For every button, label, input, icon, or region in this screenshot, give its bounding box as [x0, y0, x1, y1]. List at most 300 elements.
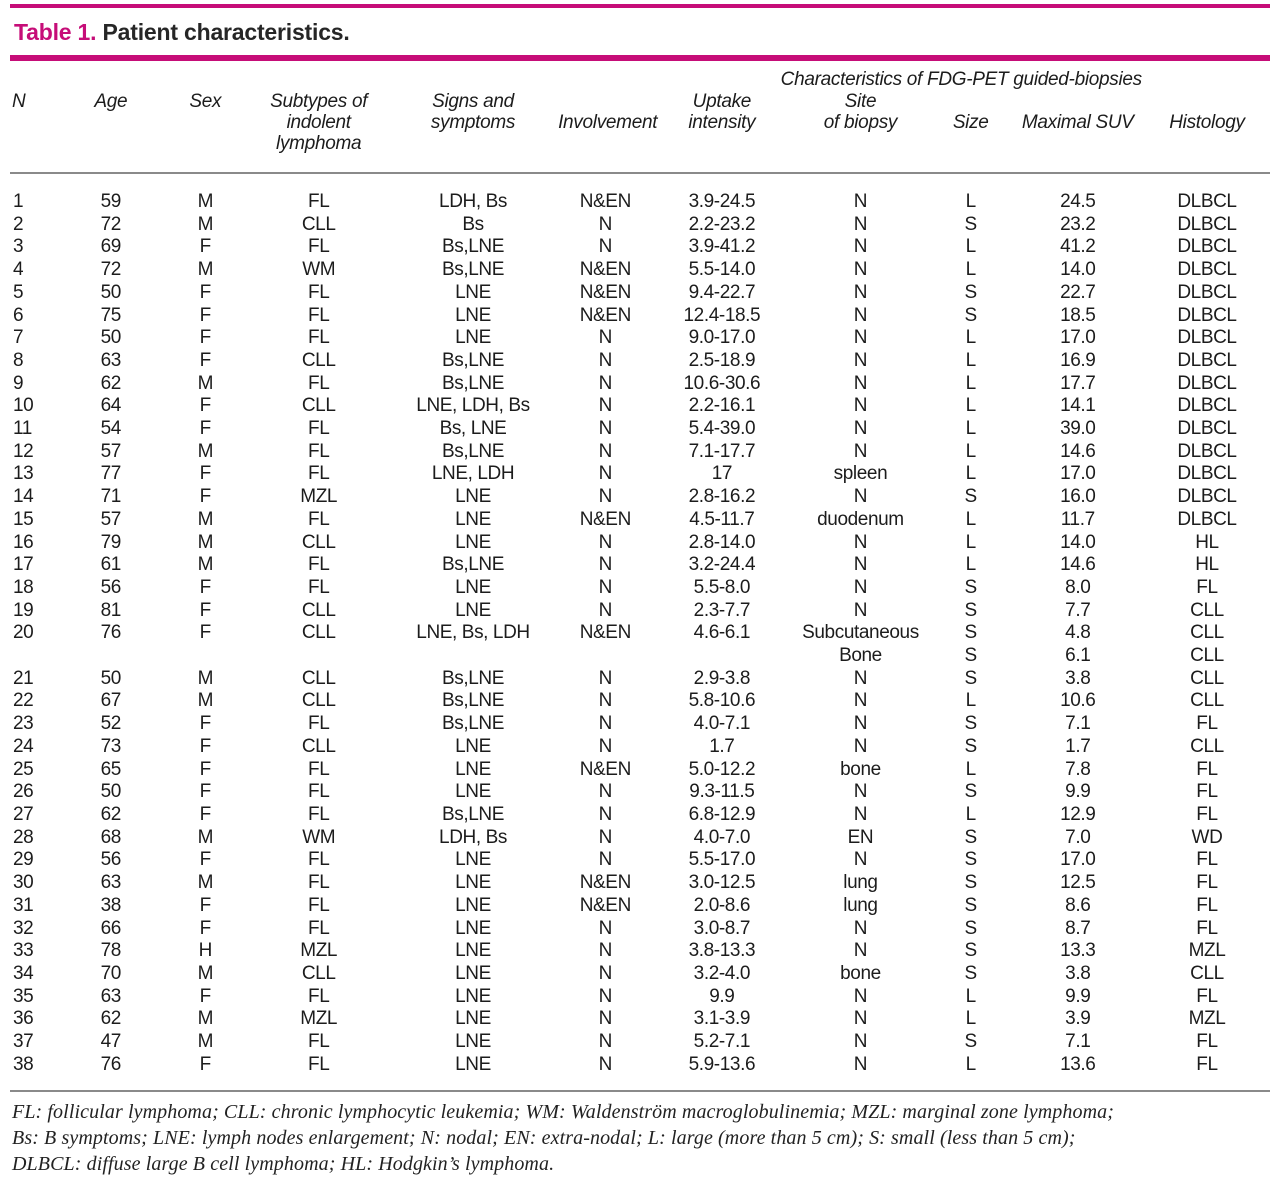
- cell-histology: CLL: [1190, 690, 1224, 712]
- cell-size: L: [965, 554, 976, 576]
- cell-signs: LNE: [455, 1053, 491, 1075]
- cell-size: S: [964, 940, 977, 962]
- cell-site: N: [853, 213, 868, 235]
- table-row: [10, 1031, 1270, 1054]
- cell-sex: M: [197, 508, 213, 530]
- cell-involvement: [558, 645, 653, 668]
- cell-site: N: [853, 985, 868, 1007]
- cell-uptake: 5.0-12.2: [688, 758, 756, 780]
- cell-n: 34: [13, 962, 34, 984]
- cell-suv: 9.9: [1065, 985, 1091, 1007]
- cell-involvement: N: [598, 917, 612, 939]
- cell-n: 11: [13, 418, 32, 440]
- cell-suv: 39.0: [1060, 418, 1096, 440]
- cell-n: 17: [13, 554, 34, 576]
- cell-subtype: CLL: [301, 962, 336, 984]
- table-row: [10, 236, 1270, 259]
- cell-site: N: [853, 781, 868, 803]
- table-title: [10, 8, 1270, 55]
- cell-sex: M: [197, 213, 213, 235]
- cell-n: 8: [13, 349, 24, 371]
- cell-signs: LNE: [455, 327, 491, 349]
- column-header-signs: Signs and symptoms: [388, 91, 558, 173]
- cell-age: 56: [100, 576, 121, 598]
- cell-involvement: N&EN: [579, 191, 631, 212]
- cell-uptake: [653, 645, 792, 668]
- cell-sex: M: [197, 690, 213, 712]
- cell-age: 78: [100, 940, 121, 962]
- table-row: [10, 690, 1270, 713]
- table-row: [10, 622, 1270, 645]
- cell-subtype: FL: [307, 418, 330, 440]
- cell-subtype: FL: [307, 985, 330, 1007]
- cell-suv: 17.0: [1060, 849, 1096, 871]
- cell-uptake: 5.9-13.6: [688, 1053, 756, 1075]
- cell-n: [10, 645, 60, 668]
- cell-histology: DLBCL: [1177, 418, 1237, 440]
- cell-signs: LNE: [455, 599, 491, 621]
- column-header-age: Age: [60, 91, 161, 173]
- cell-size: S: [964, 645, 977, 667]
- cell-sex: H: [198, 940, 212, 962]
- cell-uptake: 3.1-3.9: [693, 1008, 751, 1030]
- cell-histology: DLBCL: [1177, 349, 1237, 371]
- cell-size: L: [965, 395, 976, 417]
- cell-uptake: 2.0-8.6: [693, 894, 751, 916]
- table-row: [10, 373, 1270, 396]
- cell-subtype: CLL: [301, 735, 336, 757]
- table-row: [10, 849, 1270, 872]
- cell-signs: [388, 645, 558, 668]
- cell-suv: 14.0: [1060, 531, 1096, 553]
- cell-age: 50: [100, 667, 121, 689]
- cell-site: Subcutaneous: [802, 622, 919, 644]
- cell-sex: M: [197, 962, 213, 984]
- cell-n: 33: [13, 940, 34, 962]
- table-row: [10, 759, 1270, 782]
- cell-involvement: N: [598, 395, 612, 417]
- cell-age: 62: [100, 1008, 121, 1030]
- cell-sex: F: [199, 599, 211, 621]
- cell-uptake: 2.2-23.2: [688, 213, 756, 235]
- cell-histology: FL: [1196, 917, 1218, 939]
- cell-signs: LNE: [455, 894, 491, 916]
- cell-site: N: [853, 395, 868, 417]
- cell-n: 31: [13, 894, 34, 916]
- cell-age: 54: [100, 418, 121, 440]
- cell-age: 57: [100, 508, 121, 530]
- cell-subtype: FL: [307, 894, 330, 916]
- cell-age: 59: [100, 191, 121, 212]
- cell-histology: FL: [1196, 1053, 1218, 1075]
- cell-age: 72: [100, 259, 121, 281]
- cell-sex: M: [197, 872, 213, 894]
- cell-involvement: N: [598, 985, 612, 1007]
- column-header-size: Size: [930, 91, 1012, 173]
- cell-uptake: 9.9: [709, 985, 735, 1007]
- cell-size: L: [965, 191, 976, 212]
- cell-histology: FL: [1196, 713, 1218, 735]
- cell-size: L: [965, 349, 976, 371]
- cell-size: S: [964, 713, 977, 735]
- cell-size: S: [964, 281, 977, 303]
- cell-age: 75: [100, 304, 121, 326]
- table-row: [10, 395, 1270, 418]
- cell-involvement: N&EN: [579, 622, 631, 644]
- cell-signs: LNE: [455, 758, 491, 780]
- cell-age: 71: [100, 486, 121, 508]
- column-header-subtype: Subtypes of indolent lymphoma: [249, 91, 388, 173]
- cell-subtype: CLL: [301, 531, 336, 553]
- cell-sex: F: [199, 849, 211, 871]
- cell-signs: LNE: [455, 281, 491, 303]
- cell-site: N: [853, 418, 868, 440]
- cell-signs: LNE: [455, 1008, 491, 1030]
- column-header-row: [10, 91, 1270, 173]
- footnote: [10, 1099, 1270, 1177]
- cell-subtype: MZL: [300, 486, 338, 508]
- footnote-line: FL: follicular lymphoma; CLL: chronic lymphocytic leukemia; WM: Waldenström macroglobulinemia; MZL: marginal zone lymphoma;: [12, 1101, 1114, 1124]
- cell-suv: 4.8: [1065, 622, 1091, 644]
- cell-sex: F: [199, 236, 211, 258]
- table-row: [10, 918, 1270, 941]
- cell-subtype: FL: [307, 508, 330, 530]
- cell-sex: M: [197, 440, 213, 462]
- cell-suv: 24.5: [1060, 191, 1096, 212]
- table-row: [10, 305, 1270, 328]
- cell-site: N: [853, 803, 868, 825]
- cell-subtype: FL: [307, 236, 330, 258]
- cell-signs: Bs,LNE: [442, 554, 505, 576]
- cell-size: L: [965, 372, 976, 394]
- cell-size: S: [964, 622, 977, 644]
- cell-size: L: [965, 985, 976, 1007]
- cell-signs: LNE, LDH, Bs: [416, 395, 530, 417]
- cell-n: 16: [13, 531, 34, 553]
- cell-signs: Bs,LNE: [442, 690, 505, 712]
- cell-sex: M: [197, 191, 213, 212]
- cell-size: L: [965, 1008, 976, 1030]
- cell-site: N: [853, 1053, 868, 1075]
- table-row: [10, 736, 1270, 759]
- cell-involvement: N: [598, 463, 612, 485]
- cell-size: S: [964, 304, 977, 326]
- cell-subtype: FL: [307, 304, 330, 326]
- table-row: [10, 1008, 1270, 1031]
- cell-uptake: 4.0-7.1: [693, 713, 751, 735]
- cell-size: S: [964, 667, 977, 689]
- cell-size: L: [965, 418, 976, 440]
- cell-site: N: [853, 236, 868, 258]
- cell-sex: F: [199, 349, 211, 371]
- cell-involvement: N: [598, 599, 612, 621]
- cell-subtype: FL: [307, 191, 330, 212]
- cell-sex: F: [199, 281, 211, 303]
- cell-histology: FL: [1196, 576, 1218, 598]
- cell-suv: 6.1: [1065, 645, 1091, 667]
- table-row: [10, 441, 1270, 464]
- table-row: [10, 486, 1270, 509]
- column-header-uptake: Uptake intensity: [653, 91, 792, 173]
- cell-site: bone: [840, 962, 881, 984]
- cell-sex: M: [197, 531, 213, 553]
- cell-n: 9: [13, 372, 24, 394]
- cell-n: 28: [13, 826, 34, 848]
- cell-site: N: [853, 372, 868, 394]
- cell-n: 21: [13, 667, 34, 689]
- cell-sex: F: [199, 486, 211, 508]
- cell-suv: 18.5: [1060, 304, 1096, 326]
- table-row: [10, 327, 1270, 350]
- cell-uptake: 5.5-8.0: [693, 576, 751, 598]
- cell-suv: 8.6: [1065, 894, 1091, 916]
- cell-size: S: [964, 826, 977, 848]
- cell-suv: 7.8: [1065, 758, 1091, 780]
- cell-site: N: [853, 281, 868, 303]
- cell-uptake: 5.5-14.0: [688, 259, 756, 281]
- cell-sex: F: [199, 781, 211, 803]
- cell-histology: DLBCL: [1177, 486, 1237, 508]
- cell-histology: MZL: [1188, 940, 1226, 962]
- cell-n: 7: [13, 327, 24, 349]
- cell-n: 12: [13, 440, 34, 462]
- cell-n: 37: [13, 1031, 34, 1053]
- cell-suv: 7.7: [1065, 599, 1091, 621]
- cell-suv: 7.0: [1065, 826, 1091, 848]
- cell-age: 72: [100, 213, 121, 235]
- cell-n: 1: [13, 191, 24, 212]
- table-row: [10, 940, 1270, 963]
- cell-histology: DLBCL: [1177, 395, 1237, 417]
- cell-subtype: FL: [307, 440, 330, 462]
- cell-sex: F: [199, 576, 211, 598]
- cell-histology: WD: [1191, 826, 1223, 848]
- cell-age: 47: [100, 1031, 121, 1053]
- cell-subtype: FL: [307, 713, 330, 735]
- cell-involvement: N&EN: [579, 894, 631, 916]
- cell-suv: 7.1: [1065, 1031, 1091, 1053]
- cell-signs: Bs,LNE: [442, 236, 505, 258]
- cell-n: 20: [13, 622, 34, 644]
- cell-involvement: N: [598, 418, 612, 440]
- cell-uptake: 5.8-10.6: [688, 690, 756, 712]
- cell-suv: 23.2: [1060, 213, 1096, 235]
- cell-signs: LNE: [455, 781, 491, 803]
- cell-histology: DLBCL: [1177, 191, 1237, 212]
- cell-subtype: FL: [307, 917, 330, 939]
- cell-histology: CLL: [1190, 645, 1224, 667]
- table-number: Table 1.: [14, 19, 97, 45]
- cell-signs: LNE: [455, 849, 491, 871]
- cell-histology: FL: [1196, 894, 1218, 916]
- cell-histology: DLBCL: [1177, 440, 1237, 462]
- cell-age: 62: [100, 372, 121, 394]
- cell-size: L: [965, 440, 976, 462]
- cell-involvement: N: [598, 349, 612, 371]
- table-row: [10, 350, 1270, 373]
- cell-age: 50: [100, 781, 121, 803]
- column-header-site: Site of biopsy: [791, 91, 930, 173]
- cell-uptake: 7.1-17.7: [688, 440, 756, 462]
- cell-signs: Bs, LNE: [439, 418, 507, 440]
- cell-age: 38: [100, 894, 121, 916]
- cell-histology: FL: [1196, 872, 1218, 894]
- cell-subtype: CLL: [301, 690, 336, 712]
- cell-subtype: FL: [307, 281, 330, 303]
- cell-signs: LNE: [455, 985, 491, 1007]
- cell-age: 66: [100, 917, 121, 939]
- cell-age: 77: [100, 463, 121, 485]
- cell-age: 65: [100, 758, 121, 780]
- cell-subtype: FL: [307, 758, 330, 780]
- cell-age: 68: [100, 826, 121, 848]
- cell-n: 24: [13, 735, 34, 757]
- cell-subtype: FL: [307, 803, 330, 825]
- table-row: [10, 554, 1270, 577]
- table-figure: [0, 4, 1280, 1177]
- table-row: [10, 282, 1270, 305]
- cell-n: 15: [13, 508, 34, 530]
- cell-uptake: 3.0-12.5: [688, 872, 756, 894]
- table-row: [10, 1054, 1270, 1092]
- cell-uptake: 2.2-16.1: [688, 395, 756, 417]
- cell-site: N: [853, 1008, 868, 1030]
- cell-sex: F: [199, 713, 211, 735]
- cell-uptake: 5.5-17.0: [688, 849, 756, 871]
- cell-involvement: N&EN: [579, 259, 631, 281]
- cell-n: 18: [13, 576, 34, 598]
- cell-subtype: FL: [307, 576, 330, 598]
- cell-size: S: [964, 1031, 977, 1053]
- cell-site: N: [853, 940, 868, 962]
- cell-involvement: N: [598, 849, 612, 871]
- cell-uptake: 2.3-7.7: [693, 599, 751, 621]
- cell-involvement: N&EN: [579, 872, 631, 894]
- cell-uptake: 3.2-24.4: [688, 554, 756, 576]
- column-header-involvement: Involvement: [558, 91, 653, 173]
- cell-signs: LNE, LDH: [431, 463, 515, 485]
- cell-uptake: 2.8-14.0: [688, 531, 756, 553]
- cell-suv: 14.1: [1060, 395, 1096, 417]
- cell-histology: FL: [1196, 849, 1218, 871]
- cell-suv: 9.9: [1065, 781, 1091, 803]
- cell-signs: LNE: [455, 940, 491, 962]
- cell-age: 76: [100, 622, 121, 644]
- cell-signs: Bs,LNE: [442, 440, 505, 462]
- cell-site: N: [853, 327, 868, 349]
- cell-n: 23: [13, 713, 34, 735]
- cell-n: 13: [13, 463, 34, 485]
- cell-signs: LNE, Bs, LDH: [416, 622, 530, 644]
- cell-site: N: [853, 349, 868, 371]
- cell-sex: F: [199, 758, 211, 780]
- cell-sex: M: [197, 372, 213, 394]
- cell-signs: LNE: [455, 1031, 491, 1053]
- table-row: [10, 600, 1270, 623]
- cell-subtype: WM: [302, 259, 336, 281]
- cell-histology: CLL: [1190, 622, 1224, 644]
- cell-subtype: MZL: [300, 1008, 338, 1030]
- cell-suv: 1.7: [1065, 735, 1091, 757]
- cell-size: L: [965, 463, 976, 485]
- cell-involvement: N: [598, 667, 612, 689]
- cell-n: 36: [13, 1008, 34, 1030]
- cell-suv: 8.0: [1065, 576, 1091, 598]
- cell-involvement: N: [598, 940, 612, 962]
- cell-site: Bone: [839, 645, 882, 667]
- cell-site: lung: [843, 894, 878, 916]
- cell-histology: DLBCL: [1177, 463, 1237, 485]
- cell-subtype: [249, 645, 388, 668]
- cell-site: N: [853, 1031, 868, 1053]
- cell-n: 30: [13, 872, 34, 894]
- table-row: [10, 532, 1270, 555]
- cell-signs: LNE: [455, 872, 491, 894]
- cell-sex: F: [199, 395, 211, 417]
- cell-age: 62: [100, 803, 121, 825]
- cell-suv: 41.2: [1060, 236, 1096, 258]
- table-header: [10, 61, 1270, 173]
- cell-size: L: [965, 531, 976, 553]
- cell-involvement: N: [598, 327, 612, 349]
- cell-signs: Bs,LNE: [442, 667, 505, 689]
- spanner-heading: Characteristics of FDG-PET guided-biopsies: [780, 69, 1142, 90]
- cell-uptake: 3.2-4.0: [693, 962, 751, 984]
- cell-histology: CLL: [1190, 667, 1224, 689]
- cell-site: N: [853, 486, 868, 508]
- cell-age: 69: [100, 236, 121, 258]
- cell-uptake: 2.8-16.2: [688, 486, 756, 508]
- cell-site: N: [853, 191, 868, 212]
- cell-size: L: [965, 690, 976, 712]
- cell-signs: LNE: [455, 508, 491, 530]
- cell-subtype: CLL: [301, 349, 336, 371]
- column-header-suv: Maximal SUV: [1012, 91, 1144, 173]
- cell-site: N: [853, 667, 868, 689]
- cell-histology: MZL: [1188, 1008, 1226, 1030]
- cell-histology: DLBCL: [1177, 281, 1237, 303]
- table-title-text: Patient characteristics.: [96, 19, 350, 45]
- cell-size: L: [965, 259, 976, 281]
- footnote-line: Bs: B symptoms; LNE: lymph nodes enlargement; N: nodal; EN: extra-nodal; L: large (more than 5 cm); S: small (less than 5 cm);: [12, 1127, 1076, 1150]
- cell-subtype: FL: [307, 372, 330, 394]
- cell-sex: M: [197, 259, 213, 281]
- cell-involvement: N: [598, 576, 612, 598]
- cell-uptake: 2.9-3.8: [693, 667, 751, 689]
- cell-size: S: [964, 917, 977, 939]
- cell-histology: HL: [1195, 531, 1219, 553]
- table-row: [10, 259, 1270, 282]
- cell-age: [60, 645, 161, 668]
- cell-sex: F: [199, 622, 211, 644]
- cell-size: L: [965, 758, 976, 780]
- cell-n: 5: [13, 281, 24, 303]
- cell-involvement: N: [598, 962, 612, 984]
- cell-size: S: [964, 599, 977, 621]
- cell-suv: 3.9: [1065, 1008, 1091, 1030]
- cell-histology: DLBCL: [1177, 304, 1237, 326]
- table-row: [10, 509, 1270, 532]
- cell-n: 14: [13, 486, 34, 508]
- cell-involvement: N: [598, 554, 612, 576]
- cell-age: 50: [100, 281, 121, 303]
- cell-sex: F: [199, 917, 211, 939]
- cell-involvement: N: [598, 213, 612, 235]
- cell-subtype: FL: [307, 872, 330, 894]
- cell-age: 79: [100, 531, 121, 553]
- cell-signs: LNE: [455, 917, 491, 939]
- cell-n: 38: [13, 1053, 34, 1075]
